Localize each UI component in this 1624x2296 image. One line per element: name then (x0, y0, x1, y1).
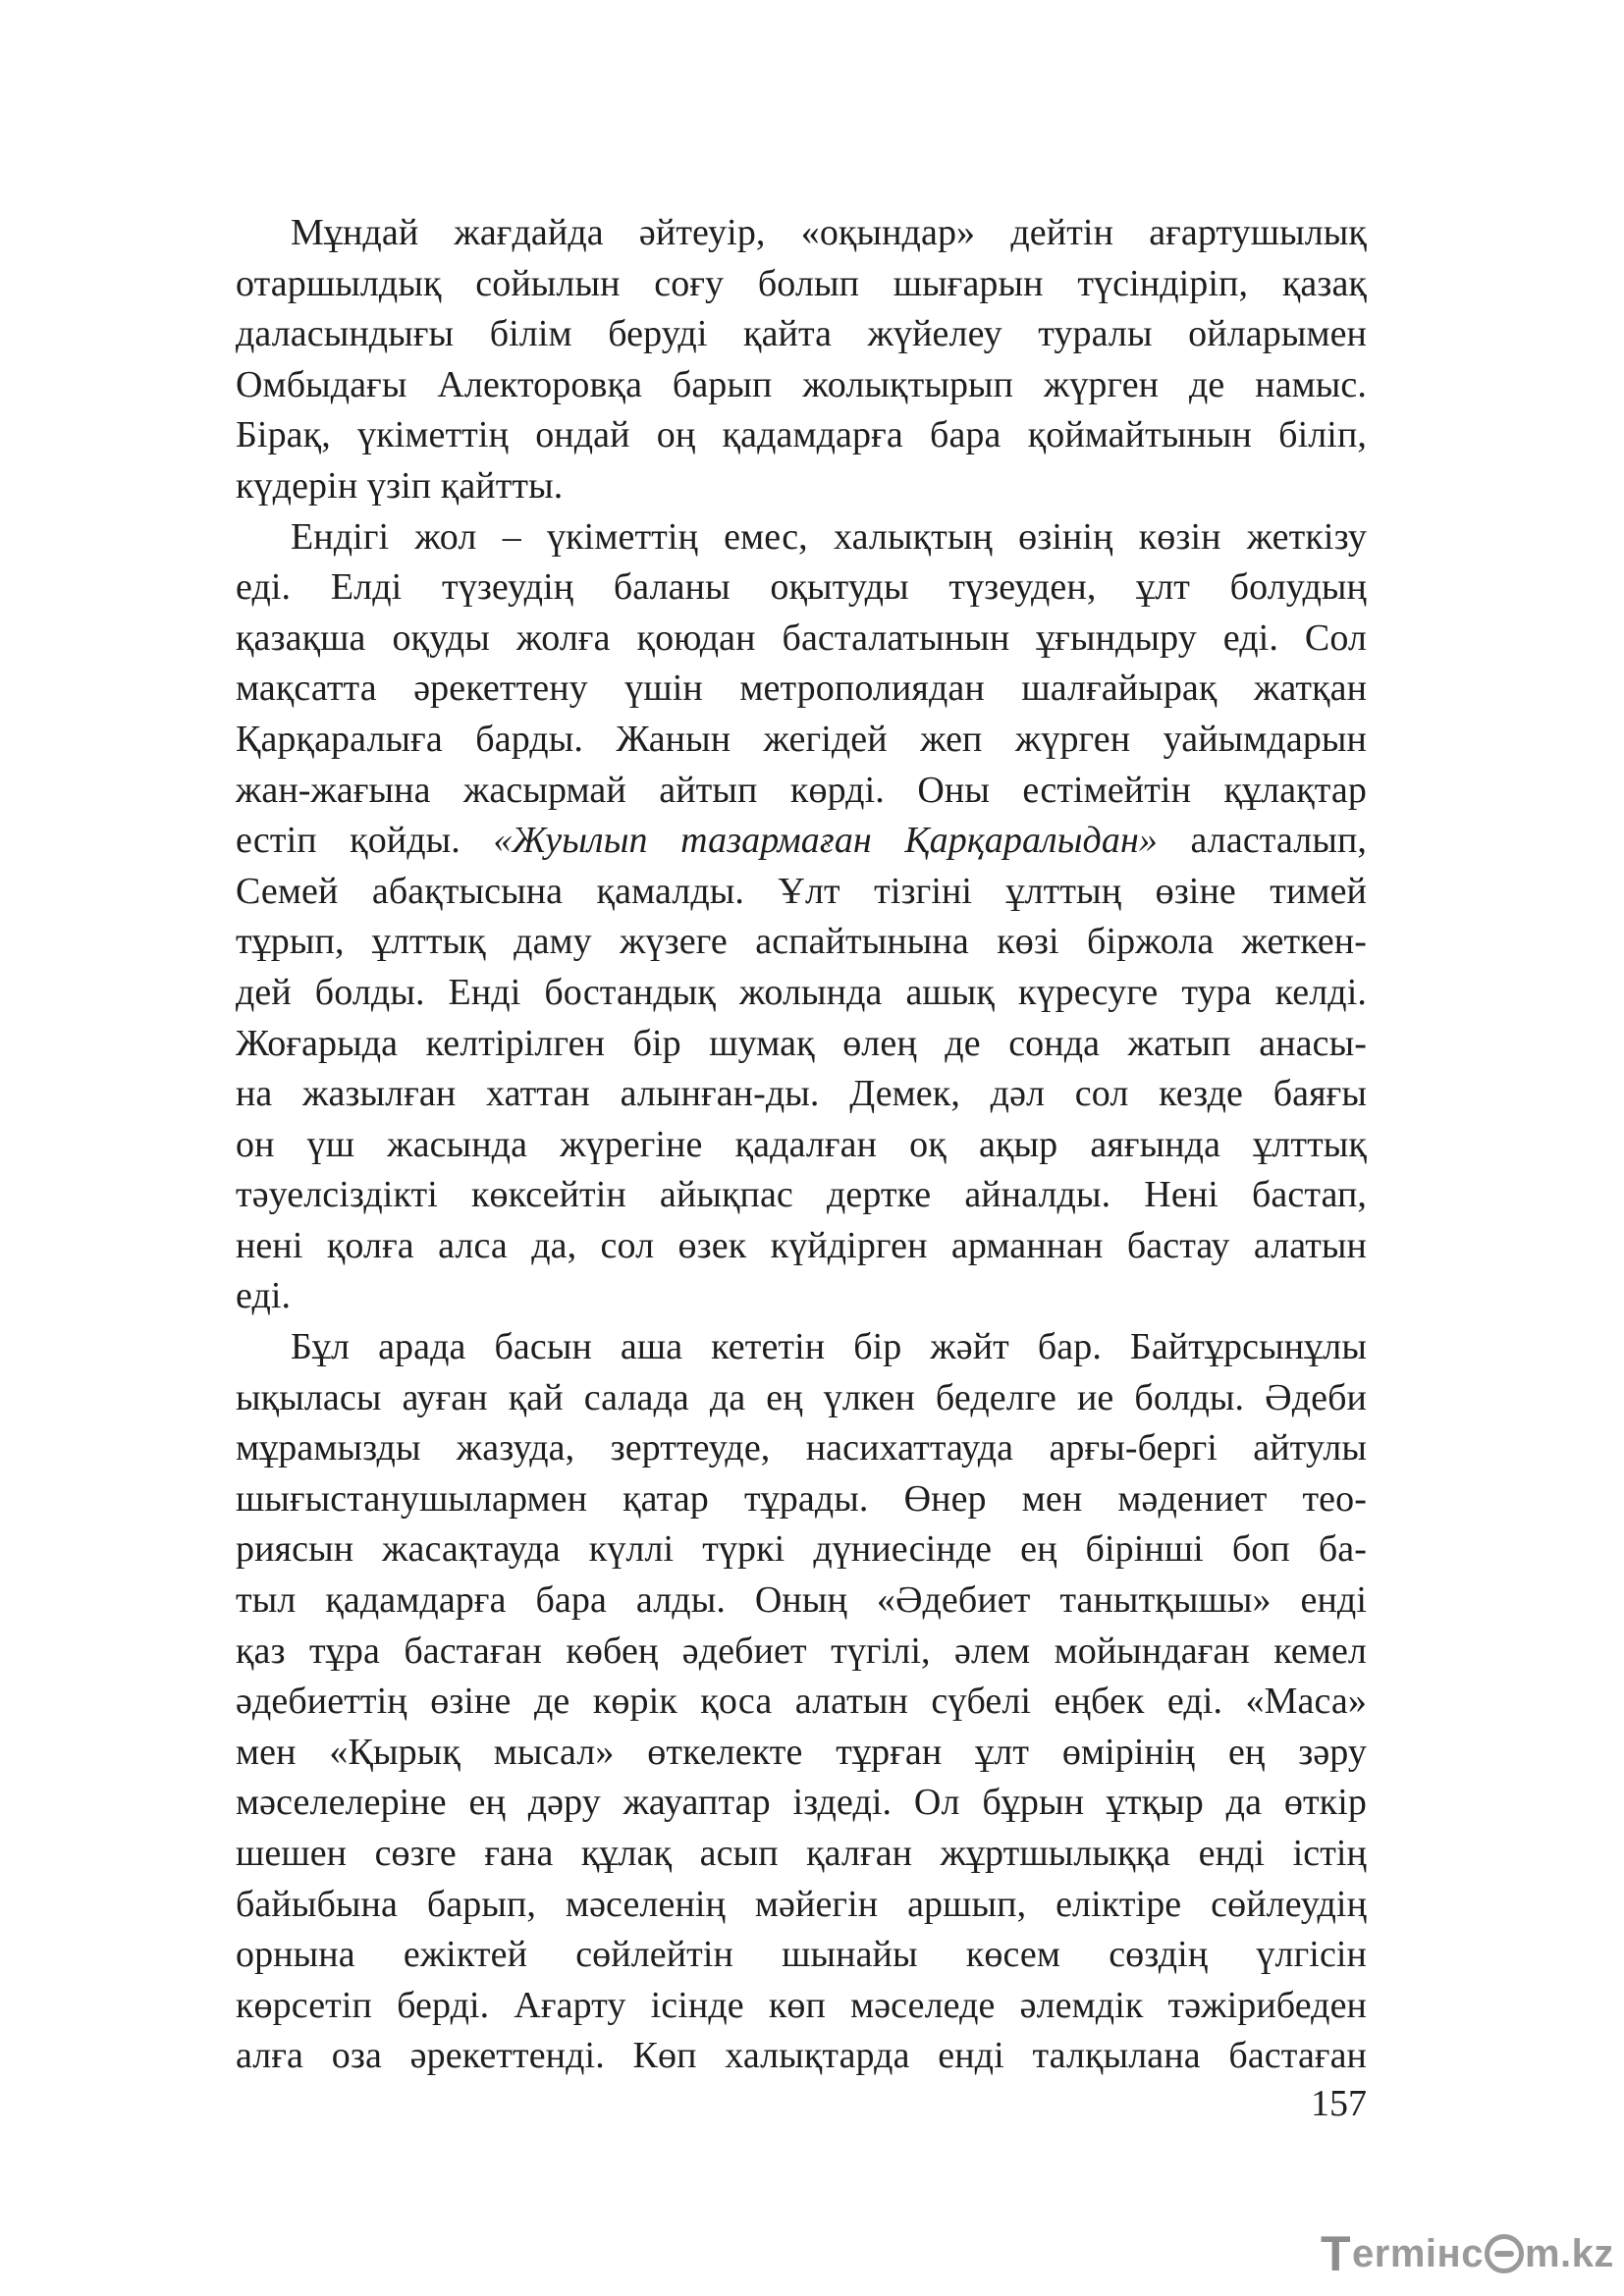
watermark-text-part1: ermінc (1352, 2231, 1484, 2275)
text-line: риясын жасақтауда күллі түркі дүниесінде ең бірінші боп ба- (236, 1528, 1367, 1571)
text-line: әдебиеттің өзіне де көрік қоса алатын сүбелі еңбек еді. «Маса» (236, 1681, 1367, 1723)
text-line: Омбыдағы Алекторовқа барып жолықтырып жүрген де намыс. (236, 363, 1367, 405)
text-line: Бұл арада басын аша кететін бір жәйт бар. Байтұрсынұлы (291, 1326, 1367, 1368)
text-line: мақсатта әрекеттену үшін метрополиядан шалғайырақ жатқан (236, 667, 1367, 710)
text-line: еді. (236, 1275, 292, 1317)
text-line: мен «Қырық мысал» өткелекте тұрған ұлт өмірінің ең зәру (236, 1731, 1367, 1773)
text-line: қаз тұра бастаған көбең әдебиет түгілі, әлем мойындаған кемел (236, 1629, 1367, 1672)
text-fragment: аласталып, (1190, 820, 1367, 862)
text-line: нені қолға алса да, сол өзек күйдірген арманнан бастау алатын (236, 1224, 1367, 1266)
text-line: шығыстанушылармен қатар тұрады. Өнер мен мәдениет тео- (236, 1477, 1367, 1520)
text-line: на жазылған хаттан алынған-ды. Демек, дәл сол кезде баяғы (236, 1073, 1367, 1115)
text-line: Бірақ, үкіметтің ондай оң қадамдарға бара қоймайтынын біліп, (236, 414, 1367, 456)
text-line: қазақша оқуды жолға қоюдан басталатынын ұғындыру еді. Сол (236, 616, 1367, 659)
text-line: Жоғарыда келтірілген бір шумақ өлең де сонда жатып анасы- (236, 1022, 1367, 1064)
text-line: тәуелсіздікті көксейтін айықпас дертке айналды. Нені бастап, (236, 1174, 1367, 1216)
text-line: даласындығы білім беруді қайта жүйелеу туралы ойларымен (236, 313, 1367, 355)
text-line: мұрамызды жазуда, зерттеуде, насихаттауда арғы-бергі айтулы (236, 1427, 1367, 1469)
italic-quote: «Жуылып тазармаған Қарқаралыдан» (493, 820, 1159, 862)
text-line: тыл қадамдарға бара алды. Оның «Әдебиет танытқышы» енді (236, 1579, 1367, 1622)
text-line: отаршылдық сойылын соғу болып шығарын түсіндіріп, қазақ (236, 262, 1367, 304)
text-line: орнына ежіктей сөйлейтін шынайы көсем сөздің үлгісін (236, 1934, 1367, 1976)
text-line: Семей абақтысына қамалды. Ұлт тізгіні ұлттың өзіне тимей (236, 870, 1367, 912)
termincom-watermark-logo (1321, 2226, 1614, 2281)
text-line: дей болды. Енді бостандық жолында ашық күресуге тура келді. (236, 971, 1367, 1013)
watermark-t-letter: T (1321, 2226, 1352, 2281)
text-line-with-quote (236, 816, 1367, 867)
globe-icon (1485, 2234, 1524, 2273)
text-line: мәселелеріне ең дәру жауаптар іздеді. Ол бұрын ұтқыр да өткір (236, 1782, 1367, 1824)
text-line: тұрып, ұлттық даму жүзеге аспайтынына көзі біржола жеткен- (236, 921, 1367, 963)
text-line: Мұндай жағдайда әйтеуір, «оқындар» дейтін ағартушылық (291, 212, 1367, 253)
text-line: ықыласы ауған қай салада да ең үлкен беделге ие болды. Әдеби (236, 1376, 1367, 1418)
text-line: күдерін үзіп қайтты. (236, 464, 564, 507)
text-line: он үш жасында жүрегіне қадалған оқ ақыр аяғында ұлттық (236, 1123, 1367, 1165)
text-line: шешен сөзге ғана құлақ асып қалған жұртшылыққа енді істің (236, 1833, 1367, 1874)
text-line: еді. Елді түзеудің баланы оқытуды түзеуден, ұлт болудың (236, 566, 1367, 609)
text-fragment: естіп қойды. (236, 820, 460, 862)
page-number: 157 (1311, 2083, 1367, 2124)
text-line: көрсетіп берді. Ағарту ісінде көп мәселеде әлемдік тәжірибеден (236, 1984, 1367, 2026)
text-line: жан-жағына жасырмай айтып көрді. Оны естімейтін құлақтар (236, 769, 1367, 811)
text-line: алға оза әрекеттенді. Көп халықтарда енді талқылана бастаған (236, 2035, 1367, 2077)
text-line: байыбына барып, мәселенің мәйегін аршып, еліктіре сөйлеудің (236, 1883, 1367, 1925)
body-text (236, 208, 1367, 2082)
text-line: Ендігі жол – үкіметтің емес, халықтың өзінің көзін жеткізу (291, 515, 1367, 558)
watermark-text-part2: m.kz (1524, 2231, 1614, 2275)
text-line: Қарқаралыға барды. Жанын жегідей жеп жүрген уайымдарын (236, 718, 1367, 760)
